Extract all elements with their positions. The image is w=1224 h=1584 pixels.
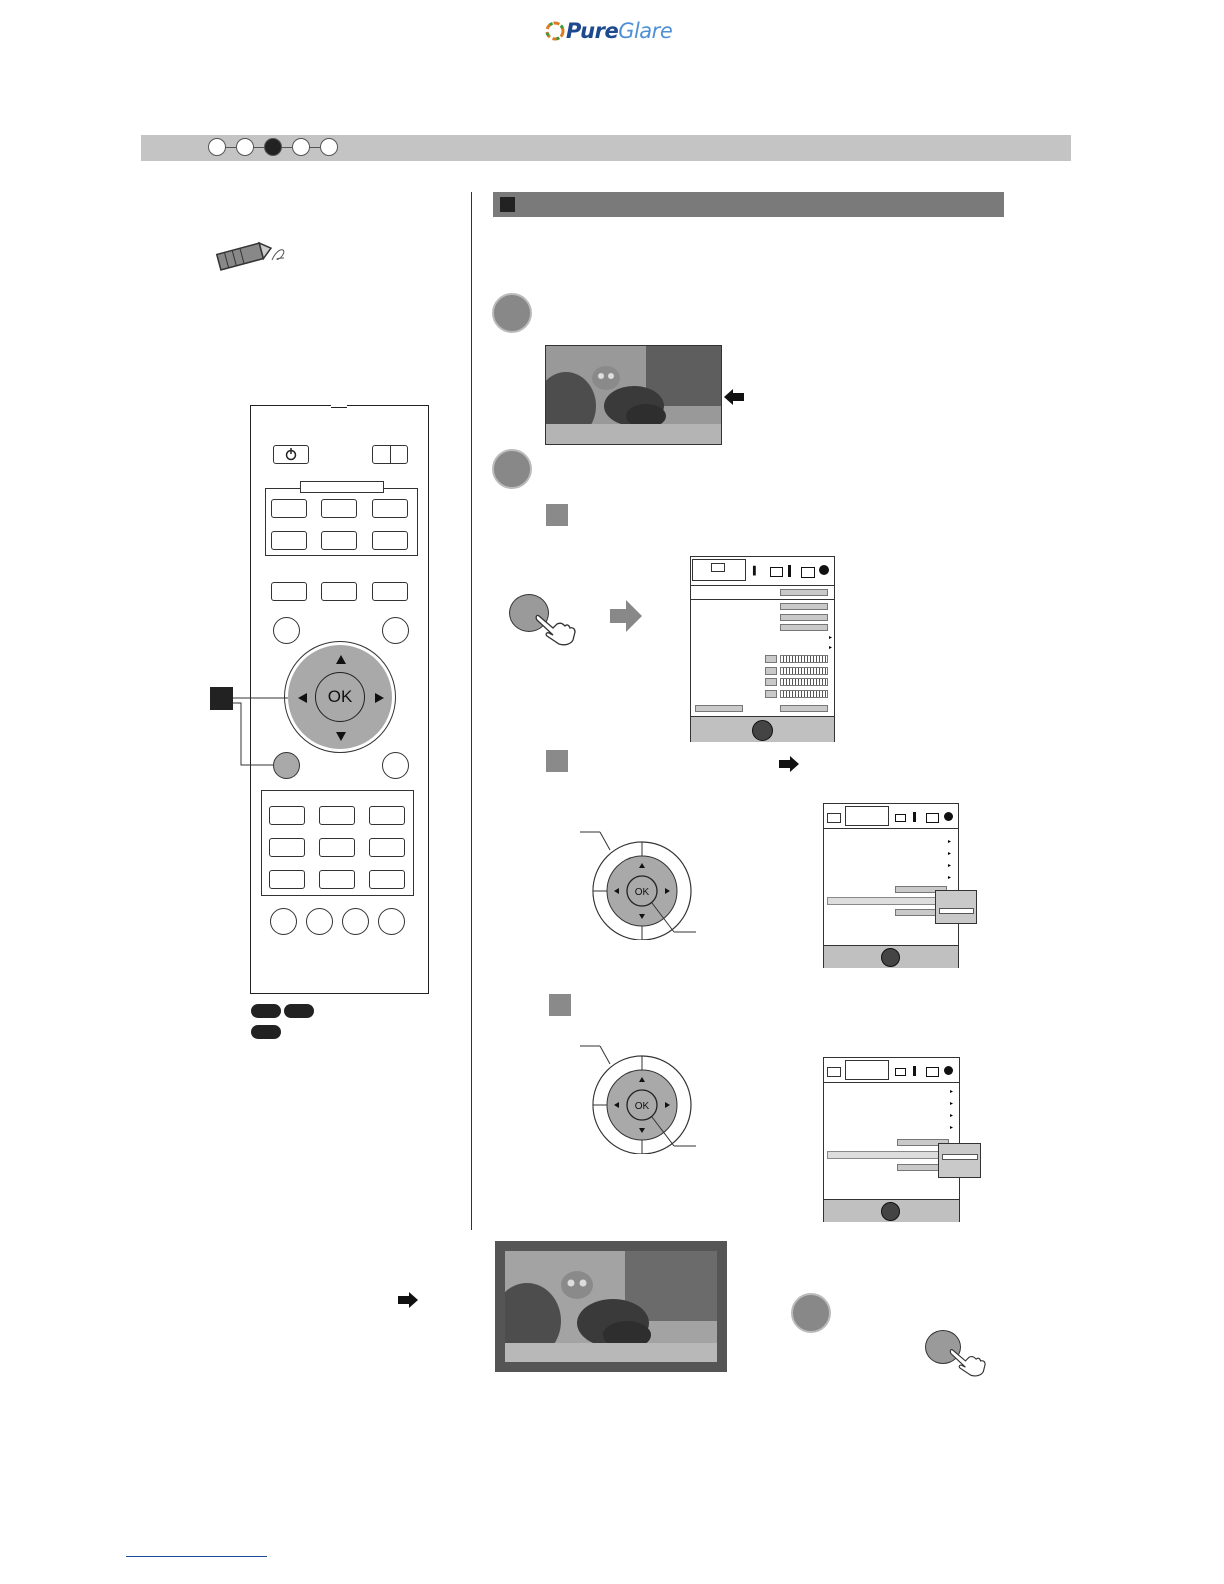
- menu-tab-active: [845, 806, 889, 826]
- input-icon: ▐: [750, 566, 756, 575]
- submenu-arrow-icon: ▸: [829, 635, 833, 641]
- step-dot-2: [236, 138, 254, 156]
- arrow-right-icon: [779, 756, 799, 772]
- step-dot-1: [208, 138, 226, 156]
- bottom-round-button-4[interactable]: [378, 908, 405, 935]
- slider-value-3: [765, 678, 777, 686]
- menu-nav-footer: [824, 945, 958, 968]
- section-marker: [500, 197, 515, 212]
- input-button-6[interactable]: [372, 531, 408, 550]
- submenu-arrow-icon: ▸: [948, 863, 952, 869]
- menu-nav-footer: [691, 716, 834, 742]
- dropdown-popup: [935, 890, 977, 924]
- submenu-arrow-icon: ▸: [950, 1113, 954, 1119]
- dropdown-popup: [938, 1143, 981, 1178]
- submenu-arrow-icon: ▸: [948, 851, 952, 857]
- substep-c-marker: [549, 994, 571, 1016]
- setup-icon: [895, 1068, 906, 1076]
- info-icon: [944, 812, 953, 821]
- menu-tabbar: [691, 557, 834, 586]
- menu-row-selected: [827, 1151, 949, 1159]
- svg-text:OK: OK: [634, 887, 650, 898]
- memo-pencil-icon: [212, 236, 292, 274]
- red-panda-image-large: [505, 1251, 717, 1362]
- picture-button-6[interactable]: [369, 838, 405, 857]
- picture-icon: [827, 813, 841, 823]
- round-button-right[interactable]: [382, 617, 409, 644]
- pointing-hand-icon: [949, 1343, 989, 1377]
- slider-value-2: [765, 667, 777, 675]
- arrow-left-icon: [724, 389, 744, 405]
- menu-footer-bar-left: [695, 705, 743, 712]
- bottom-round-button-3[interactable]: [342, 908, 369, 935]
- picture-button-7[interactable]: [269, 870, 305, 889]
- dpad-arrows-icon: [285, 642, 397, 754]
- callout-lines: [233, 695, 293, 770]
- footer-link-underline[interactable]: [126, 1556, 267, 1557]
- column-divider: [471, 192, 472, 1230]
- menu-tabbar: [824, 804, 958, 829]
- nav-dpad-icon: [881, 1202, 900, 1221]
- svg-text:OK: OK: [634, 1101, 650, 1112]
- function-button-1[interactable]: [271, 582, 307, 601]
- menu-screen-2: [823, 803, 959, 968]
- menu-tab-active: [845, 1060, 889, 1080]
- model-badge-3: [251, 1025, 281, 1039]
- input-button-5[interactable]: [321, 531, 357, 550]
- submenu-arrow-icon: ▸: [950, 1089, 954, 1095]
- picture-button-4[interactable]: [269, 838, 305, 857]
- picture-button-2[interactable]: [319, 806, 355, 825]
- tools-icon: [788, 565, 791, 577]
- bottom-round-button-2[interactable]: [306, 908, 333, 935]
- back-button[interactable]: [382, 752, 409, 779]
- picture-button-1[interactable]: [269, 806, 305, 825]
- power-icon: [274, 446, 308, 463]
- menu-screen-3: [823, 1057, 960, 1222]
- dpad-illustration-1: [578, 828, 698, 940]
- picture-button-8[interactable]: [319, 870, 355, 889]
- slider-4: [780, 690, 828, 698]
- info-icon: [819, 565, 829, 575]
- picture-icon: [827, 1067, 841, 1077]
- tools-icon: [913, 1066, 916, 1076]
- setup-icon: [770, 567, 783, 577]
- picture-button-5[interactable]: [319, 838, 355, 857]
- step-dot-4: [292, 138, 310, 156]
- menu-nav-footer: [824, 1199, 959, 1222]
- dropdown-option-selected: [939, 908, 974, 914]
- menu-tab-active: [692, 559, 746, 581]
- standby-split-button[interactable]: [372, 445, 408, 464]
- power-button[interactable]: [273, 445, 309, 464]
- slider-value-4: [765, 690, 777, 698]
- slider-3: [780, 678, 828, 686]
- function-button-2[interactable]: [321, 582, 357, 601]
- slider-value-1: [765, 655, 777, 663]
- setup-icon: [895, 814, 906, 822]
- picture-button-9[interactable]: [369, 870, 405, 889]
- step-dot-3-current: [264, 138, 282, 156]
- tools-icon: [913, 812, 916, 822]
- menu-value-bar-3: [780, 614, 828, 621]
- submenu-arrow-icon: ▸: [950, 1101, 954, 1107]
- nav-dpad-icon: [752, 720, 773, 741]
- nav-dpad-icon: [881, 948, 900, 967]
- brand-logo: [544, 14, 684, 48]
- submenu-arrow-icon: ▸: [950, 1125, 954, 1131]
- round-button-left[interactable]: [273, 617, 300, 644]
- slider-2: [780, 667, 828, 675]
- menu-row-selected: [827, 897, 947, 905]
- submenu-arrow-icon: ▸: [948, 839, 952, 845]
- input-button-3[interactable]: [372, 499, 408, 518]
- network-icon: [801, 567, 815, 578]
- menu-tabbar: [824, 1058, 959, 1083]
- network-icon: [926, 1067, 939, 1077]
- brand-name: PureGlare: [566, 19, 673, 43]
- dpad-illustration-2: [578, 1042, 698, 1154]
- picture-button-3[interactable]: [369, 806, 405, 825]
- input-button-2[interactable]: [321, 499, 357, 518]
- ok-button[interactable]: OK: [315, 672, 365, 722]
- model-badge-2: [284, 1004, 314, 1018]
- logo-mark-icon: [544, 20, 566, 42]
- section-header: [493, 192, 1004, 217]
- dpad-ring: [284, 641, 396, 753]
- submenu-arrow-icon: ▸: [948, 875, 952, 881]
- step-2-circle: [492, 449, 532, 489]
- menu-value-bar-2: [780, 603, 828, 610]
- slider-1: [780, 655, 828, 663]
- menu-footer-bar-right: [780, 705, 828, 712]
- submenu-arrow-icon: ▸: [829, 645, 833, 651]
- dropdown-option-selected: [942, 1154, 978, 1160]
- arrow-right-icon: [398, 1292, 418, 1308]
- substep-a-marker: [546, 504, 568, 526]
- bottom-round-button-1[interactable]: [270, 908, 297, 935]
- model-badge-1: [251, 1004, 281, 1018]
- step-progress-bar: [141, 135, 1071, 161]
- callout-marker: [210, 687, 233, 710]
- step-1-circle: [492, 293, 532, 333]
- sample-photo-small: [545, 345, 722, 445]
- result-photo-frame: [495, 1241, 727, 1372]
- input-button-1[interactable]: [271, 499, 307, 518]
- network-icon: [926, 813, 939, 823]
- info-icon: [944, 1066, 953, 1075]
- step-3-circle: [791, 1293, 831, 1333]
- menu-screen-1: [690, 556, 835, 742]
- menu-value-bar-1: [780, 589, 828, 596]
- step-dot-5: [320, 138, 338, 156]
- input-group-label-box: [300, 481, 384, 493]
- function-button-3[interactable]: [372, 582, 408, 601]
- big-arrow-right-icon: [608, 598, 644, 634]
- pointing-hand-icon: [535, 608, 579, 646]
- input-button-4[interactable]: [271, 531, 307, 550]
- red-panda-image: [546, 346, 721, 444]
- substep-b-marker: [546, 750, 568, 772]
- menu-value-bar-4: [780, 624, 828, 631]
